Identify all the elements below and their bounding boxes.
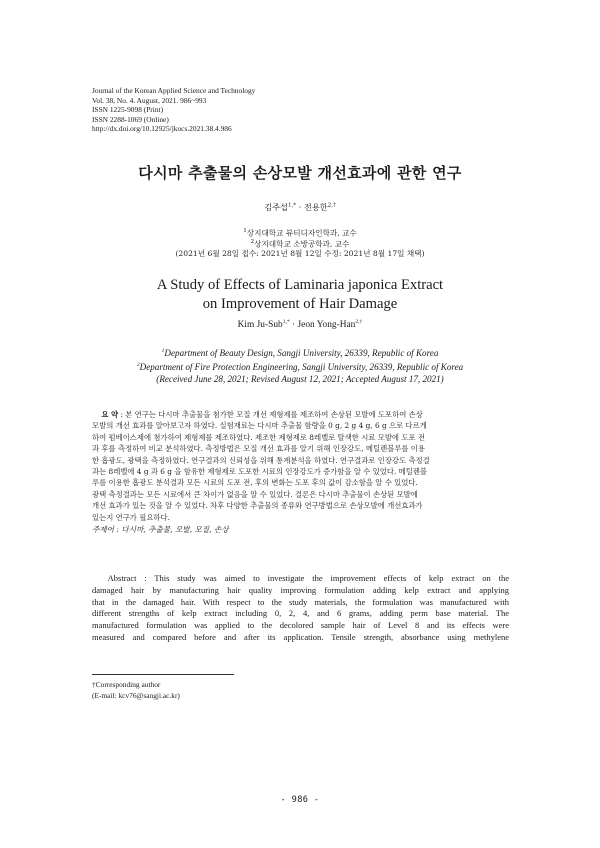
korean-author-2: 전용한 [303, 202, 328, 212]
english-author-2: Jeon Yong-Han [297, 320, 356, 331]
korean-abstract-label: 요 약 [101, 410, 119, 419]
corresponding-author-email[interactable]: (E-mail: kcv76@sangji.ac.kr) [92, 690, 180, 700]
english-author-2-sup: 2,† [355, 319, 363, 325]
english-dates: (Received June 28, 2021; Revised August 12, 2021; Accepted August 17, 2021) [156, 374, 444, 384]
footnote-divider [92, 674, 234, 675]
korean-keywords: 주제어 : 다시마, 추출물, 모발, 모질, 손상 [92, 525, 229, 534]
english-title [0, 276, 600, 313]
english-abstract-line [92, 573, 509, 585]
korean-abstract-line: 과는 8레벨에 4 g 과 6 g 을 함유한 제형제로 도포한 시료의 인장강도가 증가함을 알 수 있었다. 메틸렌블 [92, 467, 428, 477]
english-affiliation-1 [0, 345, 600, 360]
korean-affiliation-1-text: 상지대학교 뷰티디자인학과, 교수 [246, 228, 357, 238]
journal-volume: Vol. 38, No. 4. August, 2021. 986~993 [92, 95, 207, 105]
english-abstract-line: damaged hair by manufacturing hair quality improving formulation adding kelp extract and applying [92, 584, 509, 595]
issn-print: ISSN 1225-9098 (Print) [92, 105, 164, 115]
english-abstract-line: that in the damaged hair. With respect to the study materials, the formulation was manufactured with [92, 596, 509, 607]
english-affiliation-2-sup: 2 [136, 362, 140, 368]
korean-author-1: 김주섭 [264, 202, 288, 212]
korean-abstract [92, 409, 508, 523]
corresponding-author-note: †Corresponding author [92, 680, 161, 689]
korean-affiliation-1-sup: 1 [243, 228, 247, 234]
korean-author-1-sup: 1,* [287, 202, 297, 209]
korean-abstract-line: 루를 이용한 흡광도 분석결과 모든 시료의 도포 전, 후의 변화는 도포 후의 값이 감소함을 알 수 있었다. [92, 478, 418, 488]
english-affiliation-1-sup: 1 [161, 348, 165, 354]
korean-abstract-line: 광택 측정결과는 모든 시료에서 큰 차이가 없음을 알 수 있었다. 결론은 다시마 추출물이 손상된 모발에 [92, 489, 418, 499]
korean-abstract-line: 과 후를 측정하여 비교 분석하였다. 측정방법은 모질 개선 효과를 알기 위해 인장강도, 메틸렌블루를 이용 [92, 444, 425, 454]
english-title-line-2: on Improvement of Hair Damage [202, 295, 398, 312]
english-abstract-line: different strengths of kelp extract including 0, 2, 4, and 6 grams, adding perm base material. The [92, 608, 509, 619]
korean-abstract-line: 한 흡광도, 광택을 측정하였다. 연구결과의 신뢰성을 위해 통계분석을 하였다. 연구결과로 인장강도 측정결 [92, 455, 430, 465]
journal-header [92, 86, 512, 134]
english-abstract-line: manufactured formulation was applied to the decolored sample hair of Level 8 and its effects were [92, 620, 509, 631]
korean-abstract-line: 모발의 개선 효과를 알아보고자 하였다. 실험재료는 다시마 추출물 함량을 0 g, 2 g 4 g, 6 g 으로 다르게 [92, 421, 427, 431]
korean-title: 다시마 추출물의 손상모발 개선효과에 관한 연구 [138, 164, 462, 182]
journal-name: Journal of the Korean Applied Science and Technology [92, 86, 256, 95]
page-number: - 986 - [280, 795, 320, 805]
korean-dates: (2021년 6월 28일 접수: 2021년 8월 12일 수정: 2021년 8월 17일 채택) [175, 249, 425, 258]
korean-abstract-text: : 본 연구는 다시마 추출물을 첨가한 모질 개선 제형제를 제조하여 손상된 모발에 도포하여 손상 [120, 410, 423, 419]
issn-online: ISSN 2288-1069 (Online) [92, 114, 169, 124]
english-abstract [92, 573, 509, 644]
korean-abstract-line [92, 409, 508, 420]
korean-authors [0, 202, 600, 213]
english-affiliation-2 [0, 359, 600, 374]
english-affiliation-1-text: Department of Beauty Design, Sangji University, 26339, Republic of Korea [164, 348, 439, 359]
author-separator: · [298, 202, 302, 212]
english-authors [0, 319, 600, 330]
korean-affiliation-2-text: 상지대학교 소방공학과, 교수 [254, 239, 350, 249]
english-author-1: Kim Ju-Sub [237, 320, 283, 331]
english-title-line-1: A Study of Effects of Laminaria japonica Extract [156, 277, 444, 293]
korean-author-2-sup: 2,† [327, 202, 336, 209]
korean-abstract-line: 개선 효과가 있는 것을 알 수 있었다. 차후 다양한 추출물의 종류와 연구방법으로 손상모발에 개선효과가 [92, 501, 423, 511]
korean-affiliation-2 [0, 237, 600, 250]
korean-abstract-line: 있는지 연구가 필요하다. [92, 512, 170, 522]
korean-affiliation-2-sup: 2 [250, 239, 255, 245]
english-abstract-text: Abstract : This study was aimed to investigate the improvement effects of kelp extract on the [107, 573, 509, 583]
footnote [92, 680, 180, 701]
english-affiliation-2-text: Department of Fire Protection Engineering, Sangji University, 26339, Republic of Korea [139, 362, 464, 373]
english-author-1-sup: 1,* [282, 319, 290, 325]
english-abstract-line: measured and compared before and after its application. Tensile strength, absorbance using methylene [92, 631, 509, 642]
author-separator: · [292, 320, 296, 331]
korean-abstract-line: 하여 펌베이스제에 첨가하여 제형제를 제조하였다. 제조한 제형제로 8레벨로 탈색한 시료 모발에 도포 전 [92, 432, 425, 442]
doi-link[interactable]: http://dx.doi.org/10.12925/jkocs.2021.38.4.986 [92, 124, 232, 134]
